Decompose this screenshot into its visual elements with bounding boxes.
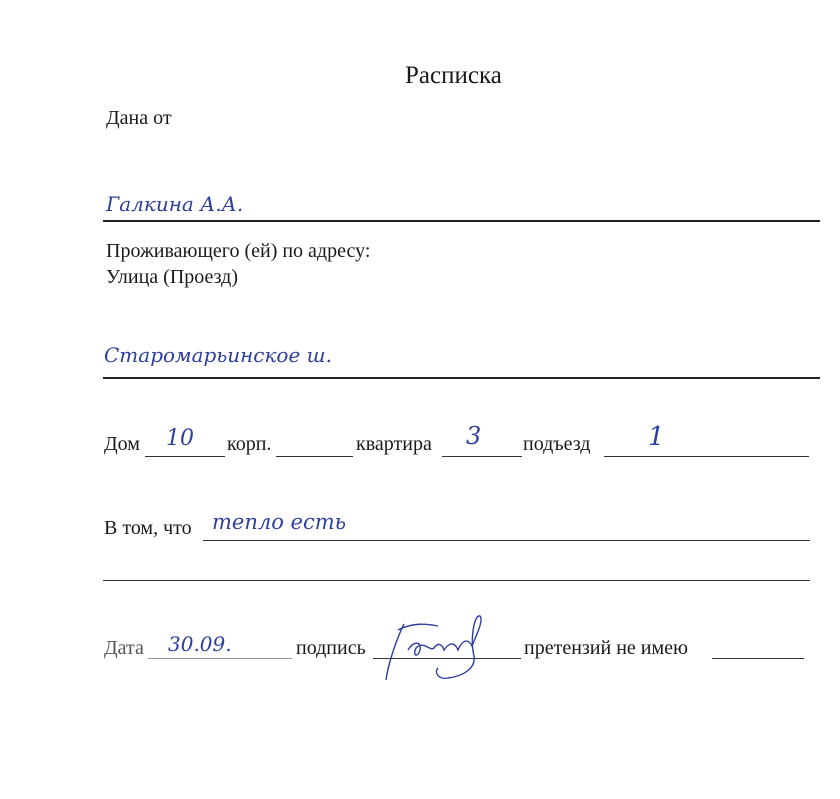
house-field-line xyxy=(145,456,225,457)
street-value: Старомарьинское ш. xyxy=(104,343,332,367)
street-underline xyxy=(103,377,820,379)
street-label: Улица (Проезд) xyxy=(106,266,239,288)
reason-label: В том, что xyxy=(104,517,192,539)
building-label: корп. xyxy=(227,433,272,455)
date-value: 30.09. xyxy=(168,632,232,656)
name-value: Галкина А.А. xyxy=(106,192,244,216)
document-title: Расписка xyxy=(405,62,502,89)
signature-image xyxy=(368,610,528,690)
house-value: 10 xyxy=(166,426,194,451)
house-label: Дом xyxy=(104,433,140,455)
entrance-field-line xyxy=(604,456,809,457)
building-field-line xyxy=(276,456,353,457)
no-claims-label: претензий не имею xyxy=(524,637,688,659)
reason-value: тепло есть xyxy=(212,510,347,534)
entrance-label: подъезд xyxy=(523,433,591,455)
date-field-line xyxy=(148,658,292,659)
no-claims-field-line xyxy=(712,658,804,659)
signature-label: подпись xyxy=(296,637,366,659)
name-underline xyxy=(103,220,820,222)
entrance-value: 1 xyxy=(648,422,665,452)
apartment-label: квартира xyxy=(356,433,432,455)
reason-continuation-line xyxy=(103,580,810,581)
apartment-value: 3 xyxy=(466,422,482,450)
date-label: Дата xyxy=(104,637,144,659)
address-label: Проживающего (ей) по адресу: xyxy=(106,240,371,262)
reason-field-line xyxy=(203,540,810,541)
apartment-field-line xyxy=(442,456,522,457)
issued-by-label: Дана от xyxy=(106,107,172,129)
